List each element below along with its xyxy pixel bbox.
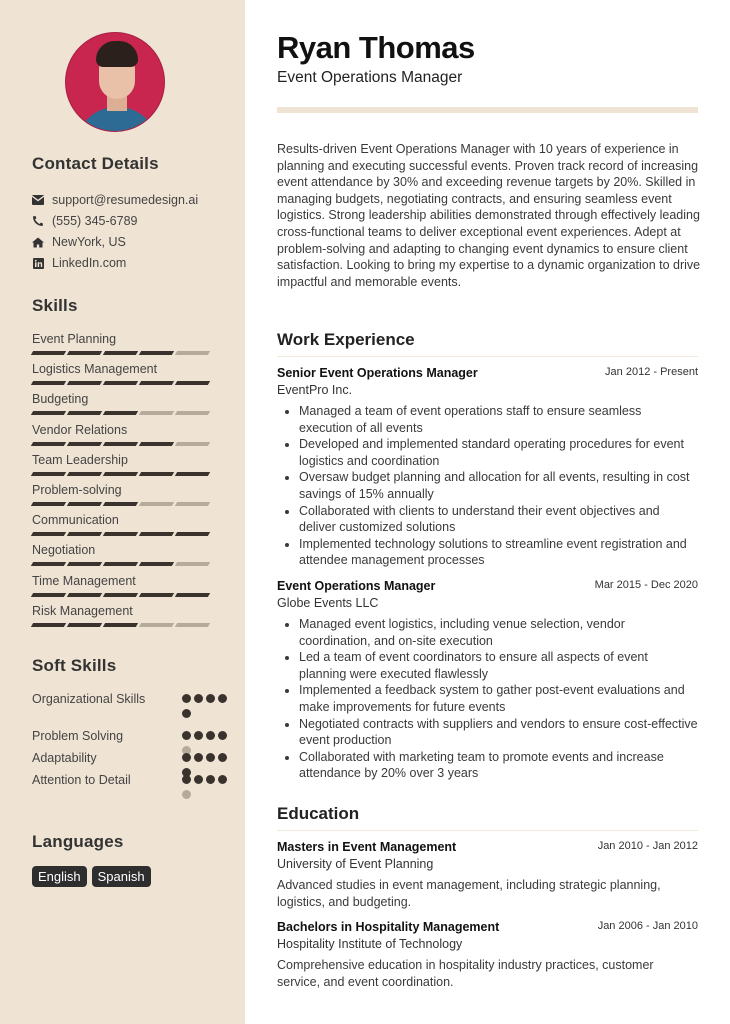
skill-level-bars — [32, 351, 212, 355]
job-title: Event Operations Manager — [277, 579, 436, 593]
job-entry — [277, 365, 698, 569]
summary: Results-driven Event Operations Manager with 10 years of experience in planning and executing successful events. Proven track record of increasing event attendance by 30% and exceeding revenue targets by 20%. Skilled in managing budgets, negotiating contracts, and ensuring seamless event logistics. Strong leadership abilities demonstrated through effectively leading cross-functional teams to deliver exceptional event experiences. Adept at problem-solving and adapting to changing event dynamics to ensure client satisfaction. Looking to bring my expertise to a dynamic organization to drive impactful and memorable events. — [277, 142, 701, 289]
skill-item — [32, 331, 212, 355]
contact-location-text: NewYork, US — [52, 235, 126, 249]
skill-bar-segment — [31, 411, 66, 415]
sidebar — [0, 0, 245, 1024]
rating-dot — [218, 694, 227, 703]
skill-bar-segment — [139, 472, 174, 476]
skill-label: Vendor Relations — [32, 422, 128, 437]
skill-bar-segment — [31, 381, 66, 385]
skill-level-bars — [32, 502, 212, 506]
skill-bar-segment — [31, 593, 66, 597]
contact-phone-text: (555) 345-6789 — [52, 214, 138, 228]
skill-level-bars — [32, 623, 212, 627]
soft-skill-dots — [182, 731, 232, 755]
linkedin-icon — [32, 257, 44, 269]
skill-bar-segment — [103, 472, 138, 476]
skill-bar-segment — [175, 381, 210, 385]
languages-list — [32, 866, 151, 887]
job-dates: Jan 2012 - Present — [605, 366, 698, 378]
skill-bar-segment — [139, 593, 174, 597]
skill-bar-segment — [31, 442, 66, 446]
skill-bar-segment — [67, 532, 102, 536]
rating-dot — [182, 790, 191, 799]
language-badge: English — [32, 866, 87, 887]
skill-label: Communication — [32, 513, 119, 528]
skill-item — [32, 482, 212, 506]
skill-item — [32, 361, 212, 385]
job-title: Senior Event Operations Manager — [277, 366, 478, 380]
job-bullet: • Negotiated contracts with suppliers and vendors to ensure cost-effective event production — [299, 716, 698, 749]
skill-bar-segment — [175, 532, 210, 536]
skill-bar-segment — [67, 593, 102, 597]
education-entry — [277, 839, 698, 910]
rating-dot — [194, 775, 203, 784]
work-heading: Work Experience — [277, 330, 698, 357]
skill-bar-segment — [31, 532, 66, 536]
school: Hospitality Institute of Technology — [277, 937, 463, 951]
job-bullet: • Managed event logistics, including venue selection, vendor coordination, and on-site execution — [299, 616, 698, 649]
soft-skills-heading: Soft Skills — [32, 656, 117, 675]
skill-item — [32, 391, 212, 415]
skill-label: Problem-solving — [32, 483, 122, 497]
skill-bar-segment — [103, 381, 138, 385]
soft-skill-label: Organizational Skills — [32, 692, 146, 706]
soft-skill-dots — [182, 775, 232, 799]
job-company: Globe Events LLC — [277, 596, 379, 610]
skill-item — [32, 573, 212, 597]
avatar-hair — [96, 41, 138, 67]
job-bullet: • Led a team of event coordinators to ensure all aspects of event planning were executed flawlessly — [299, 649, 698, 682]
job-bullet: • Implemented technology solutions to streamline event registration and attendee management processes — [299, 536, 698, 569]
rating-dot — [182, 694, 191, 703]
rating-dot — [206, 731, 215, 740]
job-company: EventPro Inc. — [277, 383, 353, 397]
skill-bar-segment — [139, 351, 174, 355]
soft-skill-label: Problem Solving — [32, 729, 124, 743]
avatar — [65, 32, 165, 132]
skill-item — [32, 452, 212, 476]
degree: Masters in Event Management — [277, 840, 457, 854]
education-heading: Education — [277, 804, 698, 831]
rating-dot — [182, 731, 191, 740]
skill-bar-segment — [139, 442, 174, 446]
skill-bar-segment — [31, 472, 66, 476]
rating-dot — [182, 753, 191, 762]
skill-bar-segment — [175, 472, 210, 476]
skill-bar-segment — [31, 502, 66, 506]
job-entry — [277, 578, 698, 782]
skill-bar-segment — [103, 562, 138, 566]
job-bullets — [277, 403, 698, 569]
soft-skill-dots — [182, 694, 232, 718]
contact-heading: Contact Details — [32, 154, 159, 173]
rating-dot — [218, 753, 227, 762]
rating-dot — [194, 694, 203, 703]
education-description: Comprehensive education in hospitality industry practices, customer service, and event coordination. — [277, 958, 654, 989]
soft-skill-dots — [182, 753, 232, 777]
envelope-icon — [32, 194, 44, 206]
job-bullet: • Oversaw budget planning and allocation for all events, resulting in cost savings of 15% annually — [299, 469, 698, 502]
skill-level-bars — [32, 442, 212, 446]
job-dates: Mar 2015 - Dec 2020 — [594, 579, 698, 591]
rating-dot — [182, 775, 191, 784]
language-badge: Spanish — [92, 866, 151, 887]
job-bullet: • Managed a team of event operations staff to ensure seamless execution of all events — [299, 403, 698, 436]
skill-bar-segment — [139, 411, 174, 415]
skill-bar-segment — [175, 502, 210, 506]
skill-level-bars — [32, 381, 212, 385]
skill-bar-segment — [175, 623, 210, 627]
header-divider — [277, 107, 698, 113]
skill-bar-segment — [103, 593, 138, 597]
skill-bar-segment — [103, 411, 138, 415]
skill-bar-segment — [103, 502, 138, 506]
skill-label: Time Management — [32, 573, 136, 588]
skill-bar-segment — [103, 351, 138, 355]
skill-level-bars — [32, 562, 212, 566]
skill-bar-segment — [103, 532, 138, 536]
skill-level-bars — [32, 472, 212, 476]
skill-bar-segment — [103, 623, 138, 627]
skill-bar-segment — [175, 411, 210, 415]
skill-item — [32, 422, 212, 446]
skill-label: Risk Management — [32, 603, 133, 618]
education-entry — [277, 919, 698, 990]
skill-bar-segment — [31, 562, 66, 566]
skill-bar-segment — [175, 562, 210, 566]
phone-icon — [32, 215, 44, 227]
skill-item — [32, 542, 212, 566]
rating-dot — [182, 709, 191, 718]
candidate-title: Event Operations Manager — [277, 69, 463, 86]
skills-heading: Skills — [32, 296, 78, 315]
skill-label: Logistics Management — [32, 362, 158, 377]
skill-bar-segment — [67, 351, 102, 355]
job-bullet: • Developed and implemented standard operating procedures for event logistics and coordination — [299, 436, 698, 469]
skill-item — [32, 512, 212, 536]
rating-dot — [194, 731, 203, 740]
job-bullet: • Implemented a feedback system to gather post-event evaluations and make improvements for future events — [299, 682, 698, 715]
skill-bar-segment — [67, 502, 102, 506]
job-bullet: • Collaborated with marketing team to promote events and increase attendance by 20% over 3 years — [299, 749, 698, 782]
contact-location — [32, 235, 126, 249]
job-bullet: • Collaborated with clients to understand their event objectives and deliver customized solutions — [299, 503, 698, 536]
rating-dot — [206, 753, 215, 762]
skill-bar-segment — [175, 593, 210, 597]
home-icon — [32, 236, 44, 248]
rating-dot — [206, 775, 215, 784]
skill-level-bars — [32, 411, 212, 415]
skill-bar-segment — [31, 623, 66, 627]
skill-bar-segment — [67, 472, 102, 476]
degree: Bachelors in Hospitality Management — [277, 920, 500, 934]
skill-bar-segment — [139, 562, 174, 566]
languages-heading: Languages — [32, 832, 124, 851]
skill-bar-segment — [31, 351, 66, 355]
skill-label: Event Planning — [32, 332, 117, 346]
skill-bar-segment — [139, 623, 174, 627]
skill-bar-segment — [103, 442, 138, 446]
skill-bar-segment — [139, 381, 174, 385]
skill-level-bars — [32, 532, 212, 536]
skill-bar-segment — [67, 442, 102, 446]
contact-linkedin-text: LinkedIn.com — [52, 256, 127, 270]
skill-bar-segment — [175, 351, 210, 355]
school: University of Event Planning — [277, 857, 434, 871]
education-description: Advanced studies in event management, including strategic planning, logistics, and budgeting. — [277, 878, 661, 909]
skill-bar-segment — [67, 381, 102, 385]
skill-item — [32, 603, 212, 627]
skill-bar-segment — [139, 532, 174, 536]
skill-bar-segment — [67, 411, 102, 415]
contact-email[interactable] — [32, 193, 198, 207]
skill-bar-segment — [67, 562, 102, 566]
candidate-name: Ryan Thomas — [277, 30, 475, 65]
skill-bar-segment — [175, 442, 210, 446]
contact-phone[interactable] — [32, 214, 137, 228]
rating-dot — [218, 731, 227, 740]
skill-label: Negotiation — [32, 543, 96, 558]
main-content — [245, 0, 730, 1024]
contact-email-text: support@resumedesign.ai — [52, 193, 199, 207]
education-dates: Jan 2010 - Jan 2012 — [597, 840, 698, 852]
skill-label: Budgeting — [32, 392, 89, 407]
contact-linkedin[interactable] — [32, 256, 126, 270]
skill-label: Team Leadership — [32, 452, 128, 467]
rating-dot — [194, 753, 203, 762]
job-bullets — [277, 616, 698, 782]
skill-level-bars — [32, 593, 212, 597]
rating-dot — [206, 694, 215, 703]
soft-skill-label: Attention to Detail — [32, 773, 131, 787]
rating-dot — [218, 775, 227, 784]
education-dates: Jan 2006 - Jan 2010 — [597, 920, 698, 932]
skill-bar-segment — [67, 623, 102, 627]
soft-skill-label: Adaptability — [32, 751, 97, 765]
skill-bar-segment — [139, 502, 174, 506]
